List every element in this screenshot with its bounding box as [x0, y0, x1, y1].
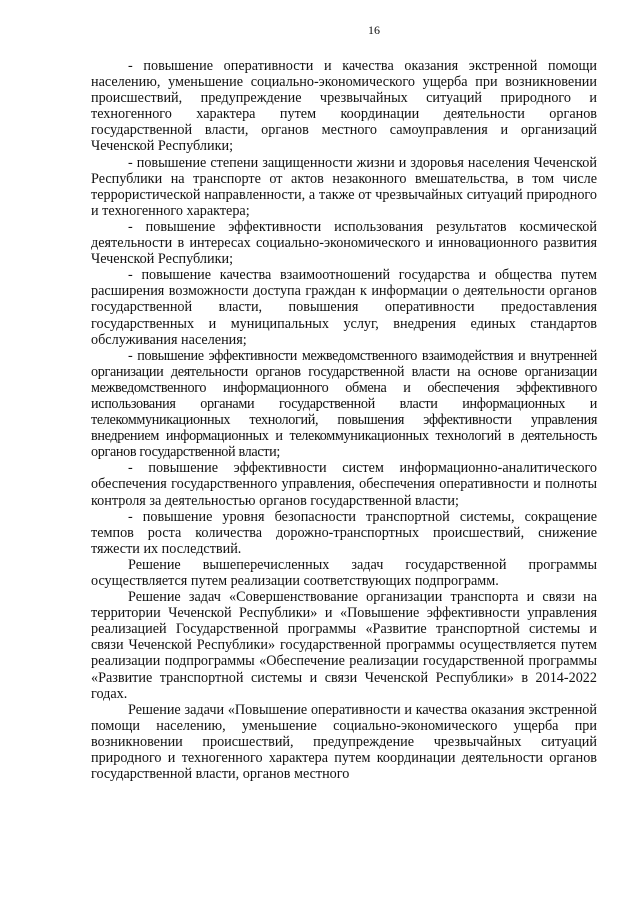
- paragraph-task-emergency-help: - повышение оперативности и качества оказания экстренной помощи населению, уменьшение социально-экономического ущерба при возникновении происшествий, предупреждение чрезвычайных ситуаций природного и техногенного характера путем координации деятельности органов государственной власти, органов местного самоуправления и организаций Чеченской Республики;: [91, 58, 597, 155]
- paragraph-task-transport-security: - повышение степени защищенности жизни и здоровья населения Чеченской Республики на транспорте от актов незаконного вмешательства, в том числе террористической направленности, а также от чрезвычайных ситуаций природного и техногенного характера;: [91, 154, 597, 219]
- paragraph-task-state-society: - повышение качества взаимоотношений государства и общества путем расширения возможности доступа граждан к информации о деятельности органов государственной власти, повышения оперативности предоставления государственных и муниципальных услуг, внедрения единых стандартов обслуживания населения;: [91, 267, 597, 348]
- paragraph-solution-summary: Решение вышеперечисленных задач государственной программы осуществляется путем реализации соответствующих подпрограмм.: [91, 556, 597, 589]
- page-number: 16: [368, 23, 380, 37]
- paragraph-task-analytics: - повышение эффективности систем информационно-аналитического обеспечения государственного управления, обеспечения оперативности и полноты контроля за деятельностью органов государственной власти;: [91, 460, 597, 509]
- paragraph-solution-emergency: Решение задачи «Повышение оперативности и качества оказания экстренной помощи населению, уменьшение социально-экономического ущерба при возникновении происшествий, предупреждение чрезвычайных ситуаций природного и техногенного характера путем координации деятельности органов государственной власти, органов местного: [91, 701, 597, 783]
- paragraph-task-interagency: - повышение эффективности межведомственного взаимодействия и внутренней организации деятельности органов государственной власти на основе организации межведомственного информационного обмена и обеспечения эффективного использования органами государственной власти информационных и телекоммуникационных технологий, повышения эффективности управления внедрением информационных и телекоммуникационных технологий в деятельность органов государственной власти;: [91, 347, 597, 461]
- paragraph-solution-transport: Решение задач «Совершенствование организации транспорта и связи на территории Чеченской Республики» и «Повышение эффективности управления реализацией Государственной программы «Развитие транспортной системы и связи Чеченской Республики» государственной программы осуществляется путем реализации подпрограммы «Обеспечение реализации государственной программы «Развитие транспортной системы и связи Чеченской Республики» в 2014-2022 годах.: [91, 589, 597, 702]
- paragraph-task-space-activity: - повышение эффективности использования результатов космической деятельности в интересах социально-экономического и инновационного развития Чеченской Республики;: [91, 218, 597, 268]
- paragraph-task-road-safety: - повышение уровня безопасности транспортной системы, сокращение темпов роста количества дорожно-транспортных происшествий, снижение тяжести их последствий.: [91, 508, 597, 557]
